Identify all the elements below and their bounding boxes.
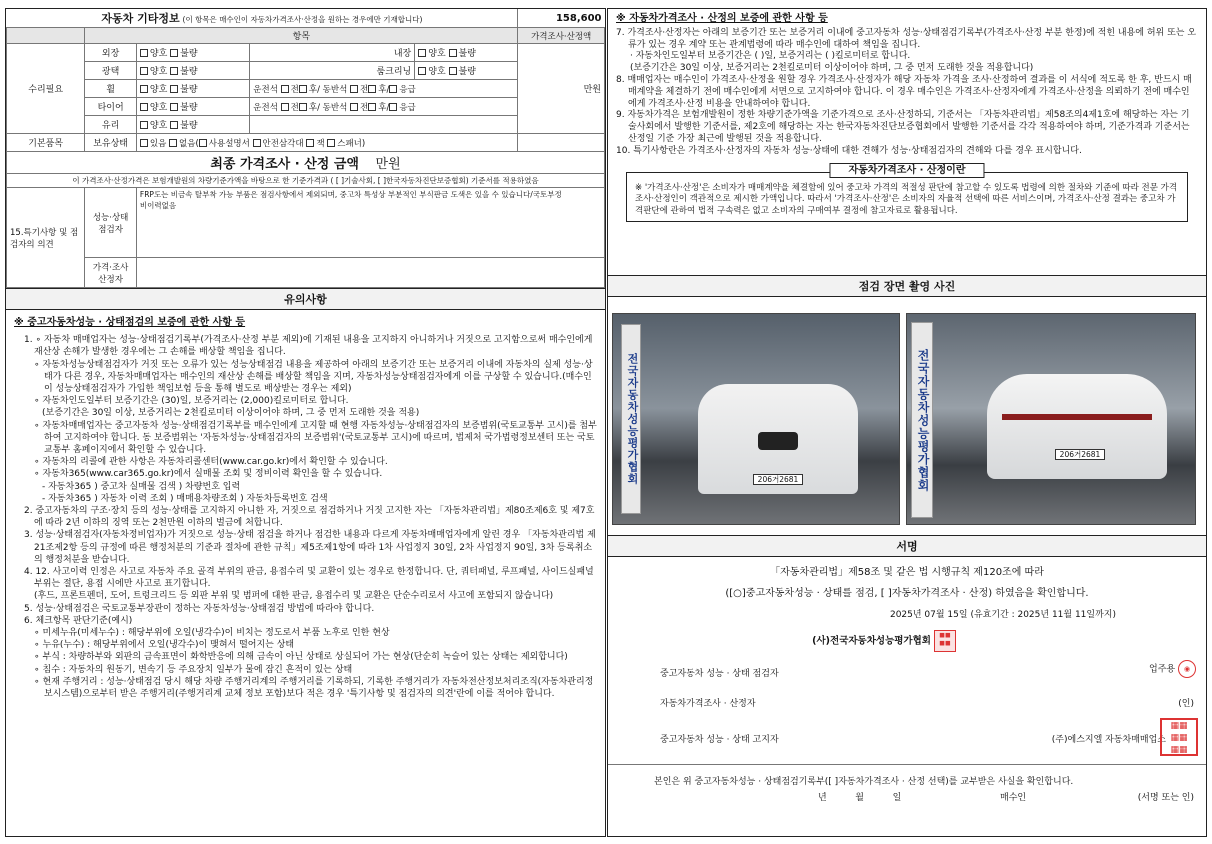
checkbox[interactable] [389, 85, 397, 93]
license-plate: 206거2681 [1055, 449, 1105, 460]
checkbox[interactable] [170, 67, 178, 75]
checkbox[interactable] [140, 85, 148, 93]
checkbox[interactable] [281, 85, 289, 93]
buyer-sig: (서명 또는 인) [1137, 793, 1194, 803]
note-item: ∘ 부식 : 차량하부와 외판의 금속표면이 화학반응에 의해 금속이 아닌 상태로 상실되어 가는 현상(단순히 녹슬어 있는 상태는 제외합니다) [34, 652, 568, 663]
checkbox[interactable] [299, 85, 307, 93]
checkbox[interactable] [253, 139, 261, 147]
checkbox[interactable] [449, 49, 457, 57]
note-item: ∘ 자동차매매업자는 중고자동차 성능·상태점검기록부를 매수인에게 고지할 때 현행 자동차성능·상태점검자의 보증범위(국토교통부 고시)를 첨부하여 고지하여야 합니다. 동 보증범위는 '자동차성능·상태점검자의 보증범위'(국토교통부 고시)에 따르며, 법제처 국가법령정보센터 또는 국토교통부 홈페이지에서 확인할 수 있습니다. [34, 420, 597, 456]
group-basic: 기본품목 [7, 134, 85, 152]
note-item: ∘ 자동차365(www.car365.go.kr)에서 실매물 조회 및 정비이력 확인을 할 수 있습니다. [34, 469, 383, 480]
notifier-role: 중고자동차 성능 · 상태 고지자 [660, 735, 779, 745]
unit: 만원 [518, 44, 605, 134]
law-line: 「자동차관리법」제58조 및 같은 법 시행규칙 제120조에 따라 [770, 567, 1044, 578]
price-item: · 자동차인도일부터 보증기간은 ( )일, 보증거리는 ( )킬로미터로 합니다. [630, 51, 911, 62]
association-banner: 전국자동차성능평가협회 [911, 322, 933, 518]
inspector-seal: ◉ [1178, 660, 1196, 678]
inspector-role: 중고자동차 성능 · 상태 점검자 [660, 669, 779, 679]
group-repair: 수리필요 [7, 44, 85, 134]
price-heading: ※ 자동차가격조사 · 산정의 보증에 관한 사항 등 [616, 13, 828, 24]
notice-heading: ※ 중고자동차성능 · 상태점검의 보증에 관한 사항 등 [14, 317, 246, 328]
col-item: 항목 [85, 28, 518, 44]
note-item: 2. 중고자동차의 구조·장치 등의 성능·상태를 고지하지 아니한 자, 거짓으로 점검하거나 거짓 고지한 자는 「자동차관리법」제80조제6호 및 제7호에 따라 2년 이하의 징역 또는 2천만원 이하의 벌금에 처합니다. [24, 506, 595, 529]
checkbox[interactable] [170, 103, 178, 111]
note-item: ∘ 현재 주행거리 : 성능·상태점검 당시 해당 차량 주행거리계의 주행거리를 기록하되, 기록한 주행거리가 자동차전산정보처리조직(자동차관리정보시스템)으로부터 받은 주행거리(주행거리계 교체 정보 포함)보다 적은 경우 '특기사항 및 점검자의 의견'란에 이를 적어야 합니다. [34, 676, 594, 700]
checkbox[interactable] [199, 139, 207, 147]
row-interior: 내장 [250, 44, 415, 62]
association-banner: 전국자동차성능평가협회 [621, 324, 641, 514]
date-line: 2025년 07월 15일 (유효기간 : 2025년 11월 11일까지) [889, 610, 1116, 620]
final-title: 최종 가격조사 · 산정 금액 [210, 157, 359, 172]
sign-title: 서명 [608, 536, 1206, 557]
checkbox[interactable] [169, 139, 177, 147]
confirm-line: ([○]중고자동차성능 · 상태를 점검, [ ]자동차가격조사 · 산정) 하였음을 확인합니다. [725, 588, 1089, 599]
checkbox[interactable] [368, 85, 376, 93]
notifier-seal: ▦▦ ▦▦ ▦▦ [1160, 718, 1198, 756]
checkbox[interactable] [140, 121, 148, 129]
note-item: ∘ 자동차의 리콜에 관한 사항은 자동차리콜센터(www.car.go.kr)에서 확인할 수 있습니다. [34, 457, 388, 468]
right-column [607, 8, 1207, 837]
row-own: 보유상태 [85, 134, 137, 152]
header-note: (이 항목은 매수인이 자동차가격조사·산정을 원하는 경우에만 기재합니다) [182, 15, 423, 24]
special-label: 15.특기사항 및 점검자의 의견 [7, 188, 85, 288]
checkbox[interactable] [418, 49, 426, 57]
notice-title: 유의사항 [6, 288, 605, 310]
row-gloss: 광택 [85, 62, 137, 80]
row-glass: 유리 [85, 116, 137, 134]
price-guarantee [608, 9, 1206, 162]
note-item: ∘ 자동차인도일부터 보증기간은 (30)일, 보증거리는 (2,000)킬로미터로 합니다. [34, 396, 349, 407]
price-item: (보증기간은 30일 이상, 보증거리는 2천킬로미터 이상이어야 하며, 그 중 먼저 도래한 것을 적용합니다) [630, 63, 1034, 74]
inspection-photo-rear [906, 313, 1196, 525]
price-item: 9. 자동차가격은 보험개발원이 정한 차량기준가액을 기준가격으로 조사·산정하되, 기준서는 「자동차관리법」제58조의4제1호에 해당하는 자는 기술사회에서 발행한 기준서를, 제2호에 해당하는 자는 한국자동차진단보증협회에서 발행한 기준서를 각각 적용하여야 하며, 기준가격과 기준서는 산정일 기준 가장 최근에 발행된 것을 적용합니다. [616, 110, 1190, 144]
org-seal: ◼◼ ◼◼ [934, 630, 956, 652]
price-item: 7. 가격조사·산정자는 아래의 보증기간 또는 보증거리 이내에 중고자동차 성능·상태점검기록부(가격조사·산정 부분 한정)에 적힌 내용에 허위 또는 오류가 있는 경우 계약 또는 관계법령에 따라 매수인에 대하여 책임을 집니다. [616, 27, 1197, 50]
appraiser-sig: (인) [1178, 699, 1194, 709]
box-text: ※ '가격조사·산정'은 소비자가 매매계약을 체결함에 있어 중고차 가격의 적절성 판단에 참고할 수 있도록 법령에 의한 절차와 기준에 따라 전문 가격조사·산정인이 객관적으로 제시한 가액입니다. 따라서 '가격조사·산정'은 소비자의 자율적 선택에 따른 서비스이며, 가격조사·산정 결과는 중고차 가격판단에 관하여 법적 구속력은 없고 소비자의 구매여부 결정에 참고자료로 활용됩니다. [635, 182, 1178, 216]
appraiser-role: 자동차가격조사 · 산정자 [660, 699, 756, 709]
white-car [987, 374, 1167, 479]
org-name: (사)전국자동차성능평가협회 [812, 635, 931, 647]
note-item: ∘ 침수 : 자동차의 원동기, 변속기 등 주요장치 일부가 물에 잠긴 흔적이 있는 상태 [34, 664, 353, 675]
checkbox[interactable] [140, 139, 148, 147]
note-item: - 자동차365 ) 자동차 이력 조회 ) 매매용차량조회 ) 자동차등록번호 검색 [42, 493, 328, 504]
checkbox[interactable] [140, 103, 148, 111]
note-item: ∘ 미세누유(미세누수) : 해당부위에 오일(냉각수)이 비치는 정도로서 부품 노후로 인한 현상 [34, 628, 390, 639]
checkbox[interactable] [327, 139, 335, 147]
inspector-label: 성능·상태 점검자 [85, 188, 137, 258]
appraiser-label: 가격·조사 산정자 [85, 258, 137, 288]
price-item: 8. 매매업자는 매수인이 가격조사·산정을 원할 경우 가격조사·산정자가 해당 자동차 가격을 조사·산정하여 결과를 이 서식에 적도록 한 후, 반드시 매매계약을 체결하기 전에 매수인에게 서면으로 고지하여야 합니다. 이 경우 매수인은 가격조사·산정자에게 가격조사·산정을 의뢰하기 전에 매수인에게 가격조사·산정 비용을 안내하여야 합니다. [616, 74, 1192, 109]
buyer-role: 매수인 [1000, 793, 1027, 803]
row-tire: 타이어 [85, 98, 137, 116]
inspector-sig: 업주용 [1149, 664, 1176, 675]
checkbox[interactable] [418, 67, 426, 75]
checkbox[interactable] [299, 103, 307, 111]
checkbox[interactable] [170, 85, 178, 93]
note-item: - 자동차365 ) 중고차 실매물 검색 ) 차량번호 입력 [42, 481, 241, 492]
col-price: 가격조사·산정액 [518, 28, 605, 44]
checkbox[interactable] [281, 103, 289, 111]
row-wheel: 휠 [85, 80, 137, 98]
header-value: 158,600 [518, 9, 605, 28]
note-item: (보증기간은 30일 이상, 보증거리는 2천킬로미터 이상이어야 하며, 그 중 먼저 도래한 것을 적용) [42, 408, 420, 419]
checkbox[interactable] [170, 121, 178, 129]
price-item: 10. 특기사항란은 가격조사·산정자의 자동차 성능·상태에 대한 견해가 성능·상태점검자의 견해와 다를 경우 표시합니다. [616, 145, 1082, 156]
checkbox[interactable] [389, 103, 397, 111]
note-item: ∘ 누유(누수) : 해당부위에서 오일(냉각수)이 맺혀서 떨어지는 상태 [34, 640, 295, 651]
note-item: 6. 체크항목 판단기준(예시) [24, 615, 133, 626]
other-info-table: 자동차 기타정보 (이 항목은 매수인이 자동차가격조사·산정을 원하는 경우에만 기재합니다) 158,600 항목 가격조사·산정액 수리필요 외장 양호 불량 내장 양호 불량 만원 광택 양호 불량 룸크리닝 양호 불량 휠 양호 불량 운전석 전 후/ 동반석 전 후/ 응급 타이어 양호 불량 운전석 전 후/ 동반석 전 후/ 응급 유리 양호 불량 기본품목 보유상태 있음 없음( 사용설명서 안전삼각대 잭 스패너) 최종 가격조사 · 산정 금액 만원 이 가격조사·산정가격은 보험개발원의 차량기준가액을 바탕으로 한 기준가격과 ( [ ]기술사회, [ ]한국자동차진단보증협회) 기준서를 적용하였음 15.특기사항 및 점검자의 의견 성능·상태 점검자 FRP도는 비금속 탈부착 가능 부품은 점검사항에서 제외되며, 중고차 특성상 부분적인 부식판금 도색은 있을 수 있습니다/국토부정비이력없음 가격·조사 산정자 [6, 9, 605, 288]
appraisal-definition-box [626, 164, 1188, 223]
note-item: 4. 12. 사고이력 인정은 사고로 자동차 주요 골격 부위의 판금, 용접수리 및 교환이 있는 경우로 한정합니다. 단, 쿼터패널, 루프패널, 사이드실패널 부위는 절단, 용접 시에만 사고로 표기합니다. [24, 567, 594, 590]
box-title: 자동차가격조사 · 산정이란 [829, 163, 984, 179]
checkbox[interactable] [306, 139, 314, 147]
checkbox[interactable] [140, 49, 148, 57]
checkbox[interactable] [449, 67, 457, 75]
inspection-photo-front [612, 313, 900, 525]
notifier-sig: (주)에스지엘 자동차매매업소 [1051, 735, 1166, 745]
final-note: 이 가격조사·산정가격은 보험개발원의 차량기준가액을 바탕으로 한 기준가격과 ( [ ]기술사회, [ ]한국자동차진단보증협회) 기준서를 적용하였음 [7, 174, 605, 188]
note-item: 5. 성능·상태점검은 국토교통부장관이 정하는 자동차성능·상태점검 방법에 따라야 합니다. [24, 603, 375, 614]
left-column [5, 8, 606, 837]
note-item: 1. ∘ 자동차 매매업자는 성능·상태점검기록부(가격조사·산정 부분 제외)에 기재된 내용을 고지하지 아니하거나 거짓으로 고지함으로써 매수인에게 재산상 손해가 발생한 경우에는 그 손해를 배상할 책임을 집니다. [24, 335, 593, 358]
tail-light [1002, 414, 1152, 420]
header-title: 자동차 기타정보 [101, 12, 180, 25]
photo-title: 점검 장면 촬영 사진 [608, 276, 1206, 297]
license-plate: 206거2681 [753, 474, 803, 485]
checkbox[interactable] [140, 67, 148, 75]
final-unit: 만원 [375, 157, 401, 172]
car-grille [758, 432, 798, 450]
notice-body [6, 310, 605, 700]
checkbox[interactable] [350, 85, 358, 93]
checkbox[interactable] [350, 103, 358, 111]
row-exterior: 외장 [85, 44, 137, 62]
signature-section [608, 535, 1206, 803]
note-item: (후드, 프론트펜더, 도어, 트렁크리드 등 외판 부위 및 범퍼에 대한 판금, 용접수리 및 교환은 단순수리로서 사고에 포함되지 않습니다) [34, 591, 554, 602]
note-item: 3. 성능·상태점검자(자동차정비업자)가 거짓으로 성능·상태 점검을 하거나 점검한 내용과 다르게 자동차매매업자에게 알린 경우 「자동차관리법 제21조제2항 등의 규정에 따른 행정처분의 기준과 절차에 관한 규칙」제5조제1항에 따라 1차 사업정지 30일, 2차 사업정지 90일, 3차 등록취소의 행정처분을 받습니다. [24, 530, 596, 565]
checkbox[interactable] [170, 49, 178, 57]
note-item: ∘ 자동차성능상태점검자가 거짓 또는 오류가 있는 성능상태점검 내용을 제공하여 아래의 보증기간 또는 보증거리 이내에 자동차의 실제 성능·상태가 다른 경우, 자동차매매업자는 매수인의 재산상 손해를 배상할 책임을 지며, 자동차성능상태점검자에게 이를 구상할 수 있습니다.(매수인이 성능상태점검자가 가입한 책임보험 등을 통해 별도로 배상받는 경우는 제외) [34, 359, 593, 395]
inspector-text: FRP도는 비금속 탈부착 가능 부품은 점검사항에서 제외되며, 중고차 특성상 부분적인 부식판금 도색은 있을 수 있습니다/국토부정비이력없음 [136, 188, 604, 258]
row-room: 룸크리닝 [250, 62, 415, 80]
buyer-date: 년 월 일 [818, 793, 902, 803]
checkbox[interactable] [368, 103, 376, 111]
buyer-line: 본인은 위 중고자동차성능 · 상태점검기록부([ ]자동차가격조사 · 산정 선택)를 교부받은 사실을 확인합니다. [654, 777, 1074, 787]
